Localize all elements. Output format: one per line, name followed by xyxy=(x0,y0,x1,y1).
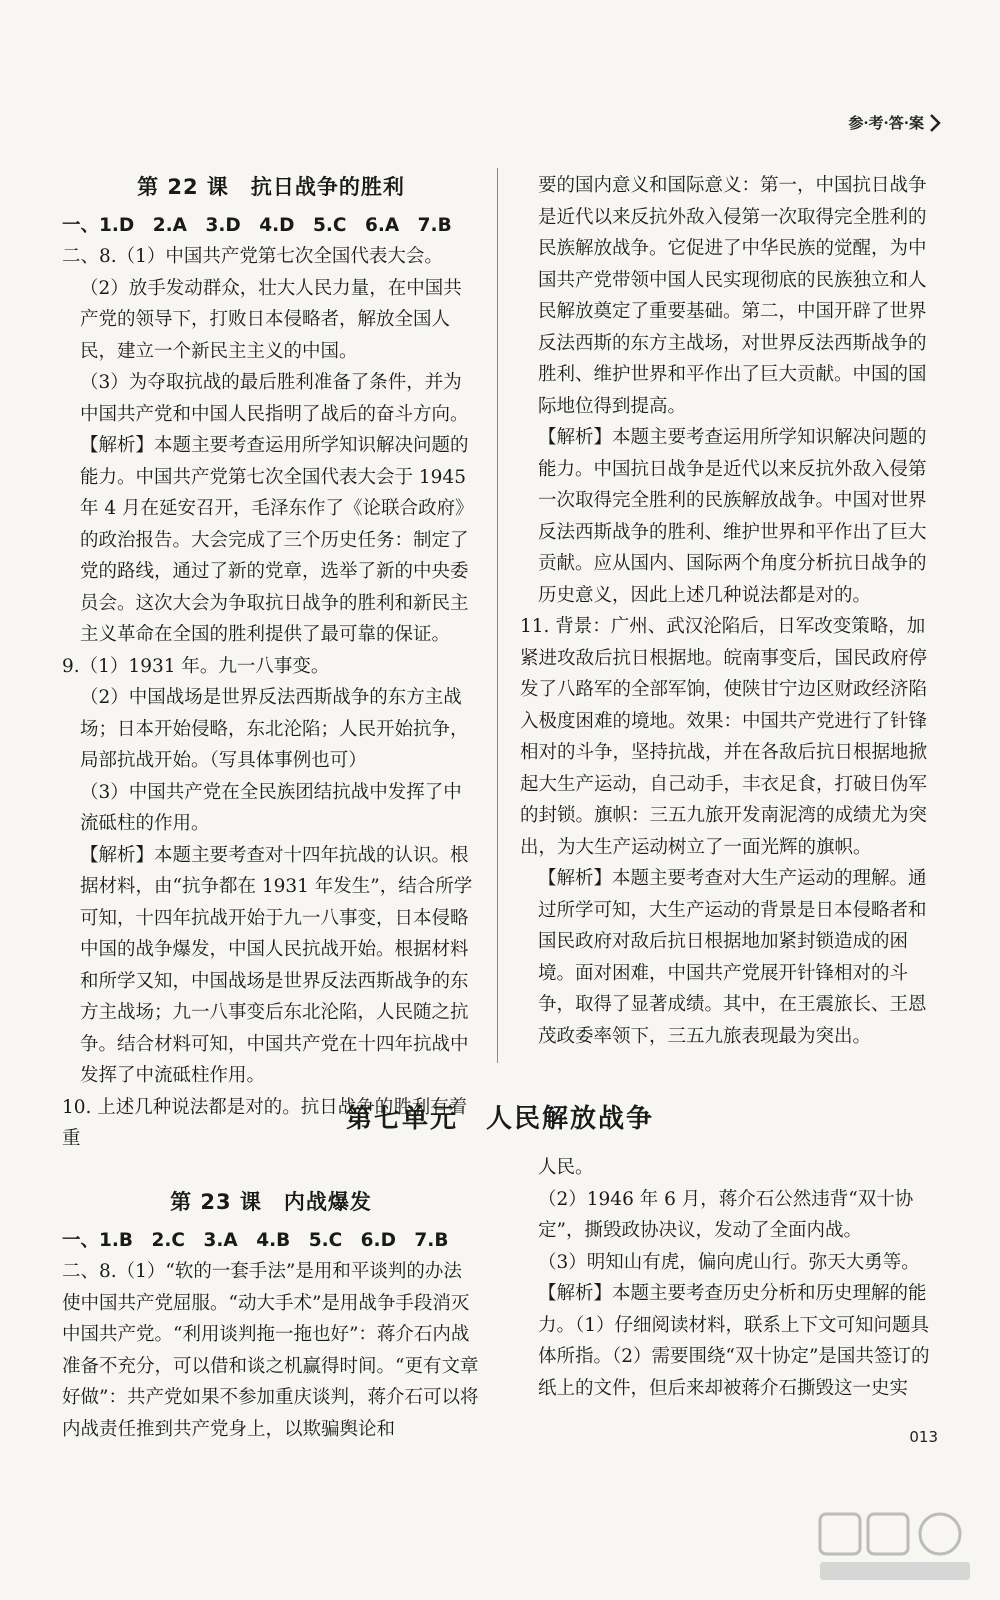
lesson-22-q8-part1: 二、8.（1）中国共产党第七次全国代表大会。 xyxy=(62,246,443,267)
chevron-right-icon xyxy=(928,113,942,133)
right-column xyxy=(520,170,938,1052)
left-column-lower xyxy=(62,1185,480,1445)
reference-answer-label: 参·考·答·案 xyxy=(848,114,924,132)
lesson-22-q9-part2: （2）中国战场是世界反法西斯战争的东方主战场；日本开始侵略，东北沦陷；人民开始抗争，局部抗战开始。（写具体事例也可） xyxy=(80,687,469,771)
reference-answer-tag xyxy=(848,112,942,133)
lesson-22-multiple-choice: 一、1.D 2.A 3.D 4.D 5.C 6.A 7.B xyxy=(62,214,452,236)
lesson-22-q9-part1: 9.（1）1931 年。九一八事变。 xyxy=(62,655,330,677)
right-column-lower xyxy=(520,1152,938,1404)
lesson-22-q10-analysis: 【解析】本题主要考查运用所学知识解决问题的能力。中国抗日战争是近代以来反抗外敌入侵第一次取得完全胜利的民族解放战争。中国对世界反法西斯战争的胜利、维护世界和平作出了巨大贡献。应从国内、国际两个角度分析抗日战争的历史意义，因此上述几种说法都是对的。 xyxy=(538,427,927,606)
lesson-23-q8-part1-continued: 人民。 xyxy=(538,1157,594,1178)
lesson-22-q8-analysis: 【解析】本题主要考查运用所学知识解决问题的能力。中国共产党第七次全国代表大会于 1945 年 4 月在延安召开，毛泽东作了《论联合政府》的政治报告。大会完成了三个历史任务：制定了党的路线，通过了新的党章，选举了新的中央委员会。这次大会为争取抗日战争的胜利和新民主主义革命在全国的胜利提供了最可靠的保证。 xyxy=(80,435,474,645)
lesson-22-q10-continued: 要的国内意义和国际意义：第一，中国抗日战争是近代以来反抗外敌入侵第一次取得完全胜利的民族解放战争。它促进了中华民族的觉醒，为中国共产党带领中国人民实现彻底的民族独立和人民解放奠定了重要基础。第二，中国开辟了世界反法西斯的东方主战场，对世界反法西斯战争的胜利、维护世界和平作出了巨大贡献。中国的国际地位得到提高。 xyxy=(538,175,927,417)
lesson-22-q11-analysis: 【解析】本题主要考查对大生产运动的理解。通过所学可知，大生产运动的背景是日本侵略者和国民政府对敌后抗日根据地加紧封锁造成的困境。面对困难，中国共产党展开针锋相对的斗争，取得了显著成绩。其中，在王震旅长、王恩茂政委率领下，三五九旅表现最为突出。 xyxy=(538,868,927,1047)
lesson-23-q8-part1: 二、8.（1）“软的一套手法”是用和平谈判的办法使中国共产党屈服。“动大手术”是用战争手段消灭中国共产党。“利用谈判拖一拖也好”：蒋介石内战准备不充分，可以借和谈之机赢得时间。“更有文章好做”：共产党如果不参加重庆谈判，蒋介石可以将内战责任推到共产党身上，以欺骗舆论和 xyxy=(62,1261,479,1440)
column-divider xyxy=(497,168,498,1063)
lesson-22-q11: 11. 背景：广州、武汉沦陷后，日军改变策略，加紧进攻敌后抗日根据地。皖南事变后，国民政府停发了八路军的全部军饷，使陕甘宁边区财政经济陷入极度困难的境地。效果：中国共产党进行了针锋相对的斗争，坚持抗战，并在各敌后抗日根据地掀起大生产运动，自己动手，丰衣足食，打破日伪军的封锁。旗帜：三五九旅开发南泥湾的成绩尤为突出，为大生产运动树立了一面光辉的旗帜。 xyxy=(520,616,928,858)
lesson-23-q8-part3: （3）明知山有虎，偏向虎山行。弥天大勇等。 xyxy=(538,1251,920,1273)
lesson-22-title: 第 22 课 抗日战争的胜利 xyxy=(137,175,405,199)
lesson-23-multiple-choice: 一、1.B 2.C 3.A 4.B 5.C 6.D 7.B xyxy=(62,1229,449,1251)
lesson-23-q8-analysis: 【解析】本题主要考查历史分析和历史理解的能力。（1）仔细阅读材料，联系上下文可知问题具体所指。（2）需要围绕“双十协定”是国共签订的纸上的文件，但后来却被蒋介石撕毁这一史实 xyxy=(538,1283,930,1399)
lesson-22-q8-part3: （3）为夺取抗战的最后胜利准备了条件，并为中国共产党和中国人民指明了战后的奋斗方向。 xyxy=(80,372,469,425)
page-number: 013 xyxy=(909,1428,938,1446)
lesson-22-q9-analysis: 【解析】本题主要考查对十四年抗战的认识。根据材料，由“抗争都在 1931 年发生”，结合所学可知，十四年抗战开始于九一八事变，日本侵略中国的战争爆发，中国人民抗战开始。根据材料和所学又知，中国战场是世界反法西斯战争的东方主战场；九一八事变后东北沦陷，人民随之抗争。结合材料可知，中国共产党在十四年抗战中发挥了中流砥柱作用。 xyxy=(80,844,473,1086)
left-column xyxy=(62,170,480,1155)
unit-7-title: 第七单元 人民解放战争 xyxy=(345,1104,654,1134)
lesson-23-q8-part2: （2）1946 年 6 月，蒋介石公然违背“双十协定”，撕毁政协决议，发动了全面内战。 xyxy=(538,1188,914,1241)
lesson-22-q8-part2: （2）放手发动群众，壮大人民力量，在中国共产党的领导下，打败日本侵略者，解放全国人民，建立一个新民主主义的中国。 xyxy=(80,277,462,362)
lesson-22-q9-part3: （3）中国共产党在全民族团结抗战中发挥了中流砥柱的作用。 xyxy=(80,781,462,834)
lesson-22-q10-start: 10. 上述几种说法都是对的。抗日战争的胜利有着重 xyxy=(62,1096,468,1149)
lesson-23-title: 第 23 课 内战爆发 xyxy=(170,1190,372,1214)
watermark-logo-icon xyxy=(812,1508,982,1588)
